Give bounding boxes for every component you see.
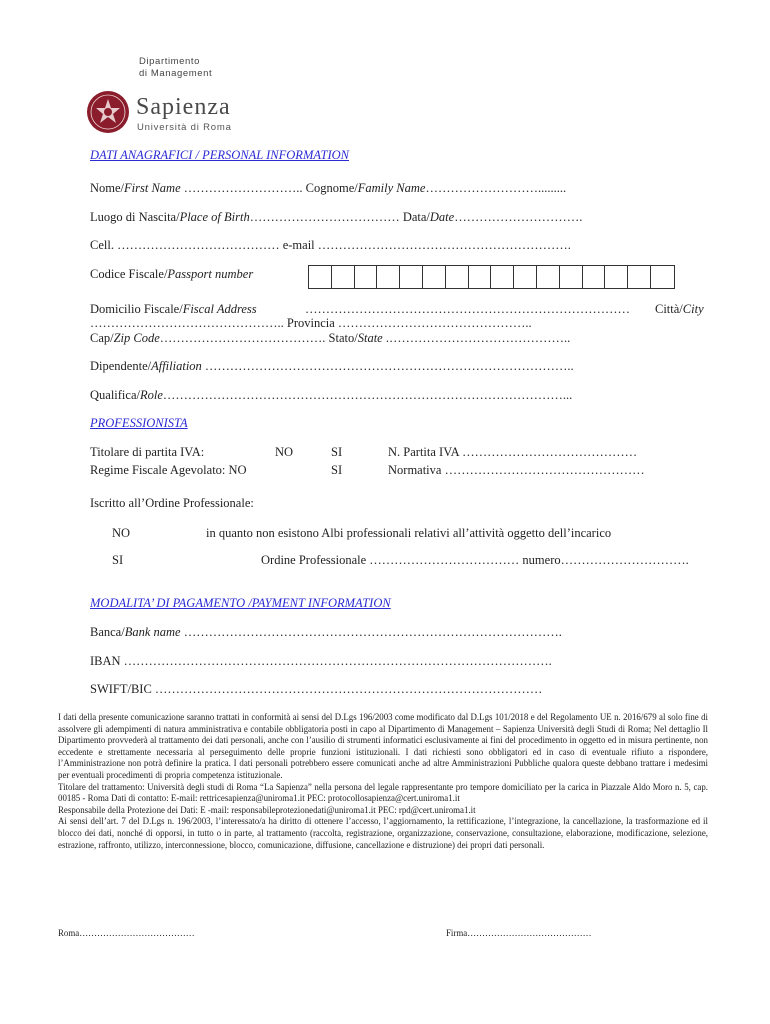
place-field[interactable]: Roma………………………………… (58, 928, 195, 938)
name-field[interactable] (90, 181, 566, 196)
role-label: Qualifica/ (90, 388, 140, 402)
order-si-field[interactable]: Ordine Professionale ……………………………… numero…………………………. (261, 553, 689, 567)
fiscal-code-box[interactable] (309, 266, 332, 288)
contact-field[interactable]: Cell. ………………………………… e-mail ……………………………………………………. (90, 238, 571, 252)
bank-label: Banca/ (90, 625, 125, 639)
privacy-paragraph-1: I dati della presente comunicazione saranno trattati in conformità ai sensi del D.Lgs 196/2003 come modificato dal D.Lgs 101/2018 e del Regolamento UE n. 2016/679 al solo fine di assolvere gli adempimenti di natura amministrativa e contabile obbligatoria posti in capo al Dipartimento di Management – Sapienza Università degli Studi di Roma; Nel dettaglio Il Dipartimento provvederà al trattamento dei dati personali, anche con l’ausilio di strumenti informatici esclusivamente ai fini del procedimento in oggetto ed in misura pertinente, non eccedente e strettamente necessaria al perseguimento delle proprie funzioni istituzionali. I dati richiesti sono obbligatori ed in caso di eventuale rifiuto a rispondere, l’Amministrazione non potrà definire la pratica. I dati personali potrebbero essere comunicati anche ad altre Amministrazioni Pubbliche qualora queste debbano trattare i medesimi per eventuali procedimenti di propria competenza istituzionale. (58, 712, 708, 780)
affiliation-dots: …………………………………………………………………………….. (201, 359, 574, 373)
role-label-en: Role (139, 388, 163, 402)
swift-field[interactable]: SWIFT/BIC ………………………………………………………………………………… (90, 682, 543, 696)
state-label-en: State (357, 331, 383, 345)
privacy-paragraph-3: Responsabile della Protezione dei Dati: E -mail: responsabileprotezionedati@uniroma1.it PEC: rpd@cert.uniroma1.it (58, 804, 476, 815)
cap-label-en: Zip Code (113, 331, 160, 345)
affiliation-label-en: Affiliation (151, 359, 202, 373)
fiscal-code-box[interactable] (537, 266, 560, 288)
fiscal-code-box[interactable] (400, 266, 423, 288)
affiliation-label: Dipendente/ (90, 359, 152, 373)
fiscal-code-box[interactable] (628, 266, 651, 288)
fiscal-code-box[interactable] (560, 266, 583, 288)
dept-line-2: di Management (139, 68, 213, 79)
fiscal-code-box[interactable] (446, 266, 469, 288)
normativa-field[interactable]: Normativa ………………………………………… (388, 463, 645, 477)
affiliation-field[interactable] (90, 359, 574, 374)
date-label-en: Date (429, 210, 455, 224)
fiscal-code-label (90, 267, 253, 282)
name-dots: ……………………….. (180, 181, 303, 195)
domicile-label-en: Fiscal Address (182, 302, 257, 316)
city-label[interactable] (655, 302, 704, 317)
regime-label[interactable]: Regime Fiscale Agevolato: NO (90, 463, 247, 477)
fiscal-code-box[interactable] (469, 266, 492, 288)
vat-number-field[interactable]: N. Partita IVA …………………………………… (388, 445, 638, 459)
fiscal-code-box[interactable] (651, 266, 674, 288)
cap-field[interactable] (90, 331, 570, 346)
vat-holder-no[interactable]: NO (275, 445, 294, 459)
surname-dots: ………………………......... (425, 181, 567, 195)
privacy-paragraph-2: Titolare del trattamento: Università degli studi di Roma “La Sapienza” nella persona del legale rappresentante pro tempore domiciliato per la carica in Piazzale Aldo Moro n. 5, cap. 00185 - Roma Dati di contatto: E-mail: rettricesapienza@uniroma1.it PEC: protocollosapienza@cert.uniroma1.it (58, 781, 708, 804)
payment-title: MODALITA’ DI PAGAMENTO /PAYMENT INFORMATION (90, 596, 391, 610)
role-dots: ……………………………………………………………………………………... (162, 388, 573, 402)
city-label-text: Città/ (655, 302, 683, 316)
role-field[interactable] (90, 388, 572, 403)
date-label: Data/ (399, 210, 430, 224)
professional-title: PROFESSIONISTA (90, 416, 188, 430)
surname-label-en: Family Name (357, 181, 426, 195)
domicile-dots: …………………………………………………………………… (305, 302, 630, 316)
fiscal-code-box[interactable] (514, 266, 537, 288)
bank-label-en: Bank name (124, 625, 181, 639)
fiscal-code-boxes[interactable] (308, 265, 675, 289)
order-no[interactable]: NO (112, 526, 131, 540)
province-field[interactable]: ……………………………………….. Provincia ……………………………………….. (90, 316, 532, 330)
domicile-label: Domicilio Fiscale/ (90, 302, 183, 316)
vat-holder-label: Titolare di partita IVA: (90, 445, 205, 459)
privacy-paragraph-4: Ai sensi dell’art. 7 del D.Lgs n. 196/2003, l’interessato/a ha diritto di ottenere l’accesso, l’aggiornamento, la rettificazione, l’integrazione, la cancellazione, la trasformazione ed il blocco dei dati, nonché di opporsi, in tutto o in parte, al trattamento (raccolta, registrazione, organizzazione, conservazione, consultazione, elaborazione, modificazione, selezione, estrazione, raffronto, utilizzo, interconnessione, blocco, comunicazione, diffusione, cancellazione e distruzione) dei propri dati personali. (58, 816, 708, 850)
university-name: Università di Roma (137, 122, 232, 133)
fiscal-code-box[interactable] (583, 266, 606, 288)
dept-line-1: Dipartimento (139, 56, 201, 67)
vat-holder-si[interactable]: SI (331, 445, 343, 459)
brand-name: Sapienza (136, 94, 231, 120)
domicile-field[interactable] (90, 302, 257, 317)
birthplace-label-en: Place of Birth (179, 210, 250, 224)
city-label-en: City (682, 302, 704, 316)
privacy-notice (58, 712, 708, 851)
fiscal-label-en: Passport number (167, 267, 254, 281)
department-name (139, 56, 212, 80)
personal-info-title: DATI ANAGRAFICI / PERSONAL INFORMATION (90, 148, 350, 162)
date-dots: …………………………. (454, 210, 583, 224)
regime-si[interactable]: SI (331, 463, 343, 477)
fiscal-label: Codice Fiscale/ (90, 267, 168, 281)
fiscal-code-box[interactable] (423, 266, 446, 288)
fiscal-code-box[interactable] (355, 266, 378, 288)
cap-label: Cap/ (90, 331, 114, 345)
birth-field[interactable] (90, 210, 582, 225)
name-label: Nome/ (90, 181, 125, 195)
surname-label: Cognome/ (302, 181, 358, 195)
name-label-en: First Name (124, 181, 181, 195)
iban-field[interactable]: IBAN …………………………………………………………………………………………. (90, 654, 552, 668)
bank-field[interactable] (90, 625, 562, 640)
birthplace-label: Luogo di Nascita/ (90, 210, 180, 224)
fiscal-code-box[interactable] (332, 266, 355, 288)
order-si[interactable]: SI (112, 553, 124, 567)
birthplace-dots: ……………………………… (249, 210, 400, 224)
state-dots: .…………………………………….. (382, 331, 571, 345)
signature-field[interactable]: Firma…………………………………… (446, 928, 592, 938)
fiscal-code-box[interactable] (605, 266, 628, 288)
sapienza-seal-icon (86, 90, 130, 134)
fiscal-code-box[interactable] (491, 266, 514, 288)
cap-dots: …………………………………. Stato/ (159, 331, 358, 345)
order-no-text: in quanto non esistono Albi professionali relativi all’attività oggetto dell’incarico (206, 526, 612, 540)
fiscal-code-box[interactable] (377, 266, 400, 288)
order-question: Iscritto all’Ordine Professionale: (90, 496, 254, 510)
bank-dots: ………………………………………………………………………………. (180, 625, 562, 639)
